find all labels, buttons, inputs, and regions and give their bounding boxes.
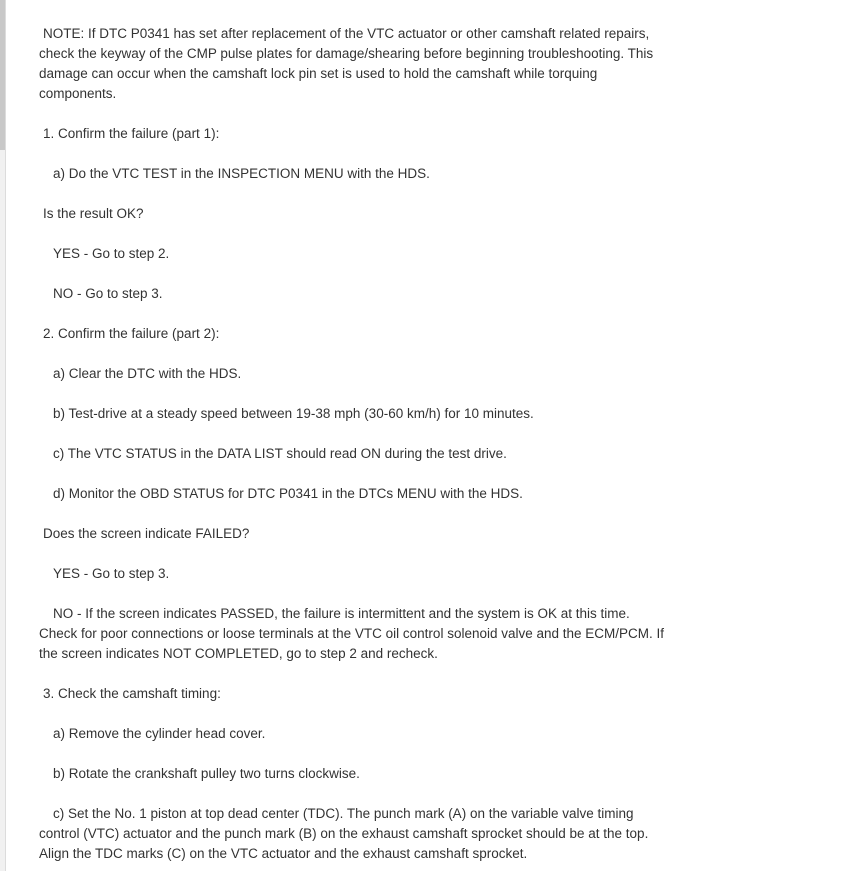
step-3-substep-a: a) Remove the cylinder head cover. <box>53 726 266 741</box>
vertical-scrollbar[interactable] <box>0 0 6 871</box>
step-1-substep-a: a) Do the VTC TEST in the INSPECTION MENU with the HDS. <box>53 166 430 181</box>
scrollbar-thumb[interactable] <box>0 0 5 150</box>
step-2-no-answer: NO - If the screen indicates PASSED, the failure is intermittent and the system is OK at this time. Check for poor connections or loose terminals at the VTC oil control solenoid valve and the ECM/PCM. If the screen indicates NOT COMPLETED, go to step 2 and recheck. <box>39 606 665 661</box>
step-3-substep-c: c) Set the No. 1 piston at top dead center (TDC). The punch mark (A) on the variable valve timing control (VTC) actuator and the punch mark (B) on the exhaust camshaft sprocket should be at the top. Align the TDC marks (C) on the VTC actuator and the exhaust camshaft sprocket. <box>39 806 649 861</box>
step-1-yes-answer: YES - Go to step 2. <box>53 246 170 261</box>
step-2-yes-answer: YES - Go to step 3. <box>53 566 170 581</box>
step-2-substep-b: b) Test-drive at a steady speed between 19-38 mph (30-60 km/h) for 10 minutes. <box>53 406 534 421</box>
step-1-title: 1. Confirm the failure (part 1): <box>43 126 220 141</box>
step-2-question: Does the screen indicate FAILED? <box>43 526 250 541</box>
step-2-title: 2. Confirm the failure (part 2): <box>43 326 220 341</box>
step-1-question: Is the result OK? <box>43 206 144 221</box>
step-2-substep-d: d) Monitor the OBD STATUS for DTC P0341 in the DTCs MENU with the HDS. <box>53 486 523 501</box>
step-3-title: 3. Check the camshaft timing: <box>43 686 221 701</box>
step-1-no-answer: NO - Go to step 3. <box>53 286 163 301</box>
step-3-substep-b: b) Rotate the crankshaft pulley two turns clockwise. <box>53 766 360 781</box>
document-body <box>39 24 669 884</box>
step-2-substep-a: a) Clear the DTC with the HDS. <box>53 366 242 381</box>
note-paragraph: NOTE: If DTC P0341 has set after replacement of the VTC actuator or other camshaft related repairs, check the keyway of the CMP pulse plates for damage/shearing before beginning troubleshooting. This damage can occur when the camshaft lock pin set is used to hold the camshaft while torquing components. <box>39 26 654 101</box>
step-2-substep-c: c) The VTC STATUS in the DATA LIST should read ON during the test drive. <box>53 446 507 461</box>
